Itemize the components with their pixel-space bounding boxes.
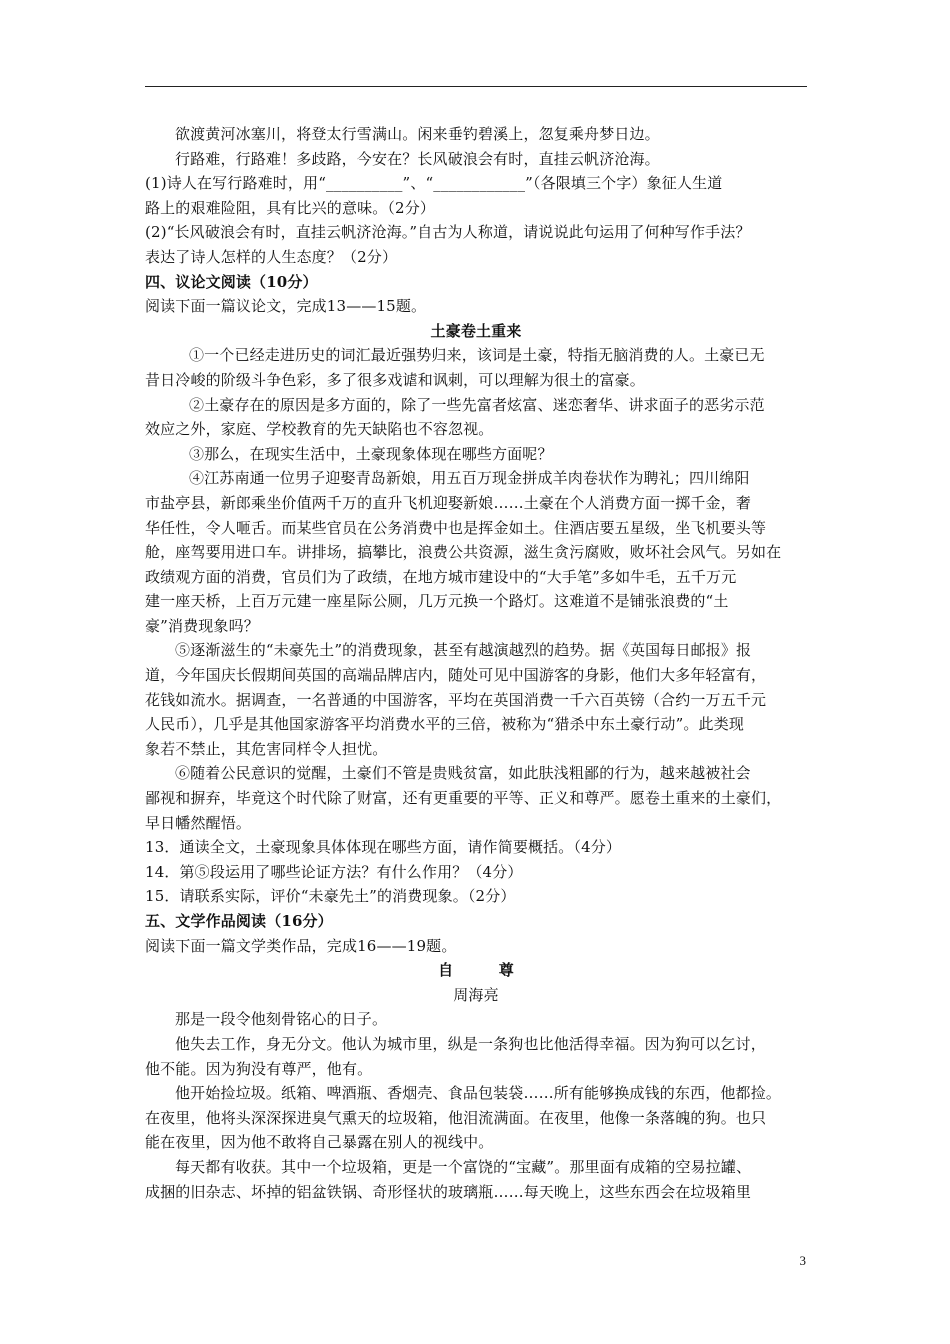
paragraph-line: 建一座天桥，上百万元建一座星际公厕，几万元换一个路灯。这难道不是铺张浪费的“土 — [145, 592, 729, 611]
paragraph-line: 华任性，令人咂舌。而某些官员在公务消费中也是挥金如土。住酒店要五星级，坐飞机要头等 — [145, 518, 767, 537]
question-text: 表达了诗人怎样的人生态度？（2分） — [145, 247, 398, 266]
paragraph-line: 早日幡然醒悟。 — [145, 813, 252, 832]
paragraph-line: 人民币），几乎是其他国家游客平均消费水平的三倍，被称为“猎杀中东土豪行动”。此类现 — [145, 715, 744, 734]
paragraph-line: ⑥随着公民意识的觉醒，土豪们不管是贵贱贫富，如此肤浅粗鄙的行为，越来越被社会 — [175, 764, 751, 783]
section-instruction: 阅读下面一篇文学类作品，完成16——19题。 — [145, 936, 457, 955]
paragraph-line: 能在夜里，因为他不敢将自己暴露在别人的视线中。 — [145, 1133, 494, 1152]
paragraph-line: 象若不禁止，其危害同样令人担忧。 — [145, 739, 388, 758]
article-title: 自 尊 — [438, 961, 514, 980]
paragraph-line: ④江苏南通一位男子迎娶青岛新娘，用五百万现金拼成羊肉卷状作为聘礼；四川绵阳 — [189, 469, 750, 488]
paragraph-line: 效应之外，家庭、学校教育的先天缺陷也不容忽视。 — [145, 420, 494, 439]
section-heading: 五、文学作品阅读（16分） — [145, 912, 333, 930]
paragraph-line: 花钱如流水。据调查，一名普通的中国游客，平均在英国消费一千六百英镑（合约一万五千元 — [145, 690, 767, 709]
question-text: 13．通读全文，土豪现象具体体现在哪些方面，请作简要概括。（4分） — [145, 838, 622, 857]
paragraph-line: ①一个已经走进历史的词汇最近强势归来，该词是土豪，特指无脑消费的人。土豪已无 — [189, 346, 765, 365]
paragraph-line: 豪”消费现象吗？ — [145, 616, 259, 635]
paragraph-line: 他不能。因为狗没有尊严，他有。 — [145, 1059, 373, 1078]
paragraph-line: 每天都有收获。其中一个垃圾箱，更是一个富饶的“宝藏”。那里面有成箱的空易拉罐、 — [175, 1157, 752, 1176]
document-body — [145, 122, 807, 1204]
paragraph-line: ②土豪存在的原因是多方面的，除了一些先富者炫富、迷恋奢华、讲求面子的恶劣示范 — [189, 395, 765, 414]
paragraph-line: ③那么，在现实生活中，土豪现象体现在哪些方面呢？ — [189, 444, 553, 463]
question-text: 14．第⑤段运用了哪些论证方法？有什么作用？（4分） — [145, 862, 523, 881]
paragraph-line: 他失去工作，身无分文。他认为城市里，纵是一条狗也比他活得幸福。因为狗可以乞讨， — [175, 1034, 766, 1053]
paragraph-line: 昔日冷峻的阶级斗争色彩，多了很多戏谑和讽刺，可以理解为很土的富豪。 — [145, 370, 645, 389]
question-text: 路上的艰难险阻，具有比兴的意味。（2分） — [145, 198, 436, 217]
page-number: 3 — [799, 1253, 806, 1268]
section-instruction: 阅读下面一篇议论文，完成13——15题。 — [145, 297, 427, 316]
question-text: (2)“长风破浪会有时，直挂云帆济沧海。”自古为人称道，请说说此句运用了何种写作手法？ — [145, 223, 751, 242]
paragraph-line: 市盐亭县，新郎乘坐价值两千万的直升飞机迎娶新娘……土豪在个人消费方面一掷千金，奢 — [145, 493, 752, 512]
paragraph-line: 他开始捡垃圾。纸箱、啤酒瓶、香烟壳、食品包装袋……所有能够换成钱的东西，他都捡。 — [175, 1084, 782, 1103]
question-text: (1)诗人在写行路难时，用“__________”、“____________”（各限填三个字）象征人生道 — [145, 174, 723, 193]
paragraph-line: 那是一段令他刻骨铭心的日子。 — [175, 1010, 388, 1029]
poem-line: 欲渡黄河冰塞川，将登太行雪满山。闲来垂钓碧溪上，忽复乘舟梦日边。 — [175, 125, 660, 143]
header-rule — [145, 86, 807, 87]
section-heading: 四、议论文阅读（10分） — [145, 272, 318, 291]
paragraph-line: 舱，座驾要用进口车。讲排场，搞攀比，浪费公共资源，滋生贪污腐败，败坏社会风气。另如在 — [145, 543, 782, 562]
paragraph-line: 政绩观方面的消费，官员们为了政绩，在地方城市建设中的“大手笔”多如牛毛，五千万元 — [145, 567, 737, 586]
article-title: 土豪卷土重来 — [430, 321, 522, 340]
question-text: 15．请联系实际，评价“未豪先土”的消费现象。（2分） — [145, 887, 516, 906]
paragraph-line: 鄙视和摒弃，毕竟这个时代除了财富，还有更重要的平等、正义和尊严。愿卷土重来的土豪们， — [145, 789, 782, 808]
paragraph-line: 在夜里，他将头深深探进臭气熏天的垃圾箱，他泪流满面。在夜里，他像一条落魄的狗。也只 — [145, 1108, 767, 1127]
paragraph-line: 成捆的旧杂志、坏掉的铝盆铁锅、奇形怪状的玻璃瓶……每天晚上，这些东西会在垃圾箱里 — [145, 1182, 752, 1201]
poem-line: 行路难，行路难！多歧路，今安在？长风破浪会有时，直挂云帆济沧海。 — [175, 149, 660, 168]
article-author: 周海亮 — [453, 985, 499, 1004]
paragraph-line: 道，今年国庆长假期间英国的高端品牌店内，随处可见中国游客的身影，他们大多年轻富有， — [145, 666, 767, 685]
paragraph-line: ⑤逐渐滋生的“未豪先土”的消费现象，甚至有越演越烈的趋势。据《英国每日邮报》报 — [175, 641, 752, 660]
